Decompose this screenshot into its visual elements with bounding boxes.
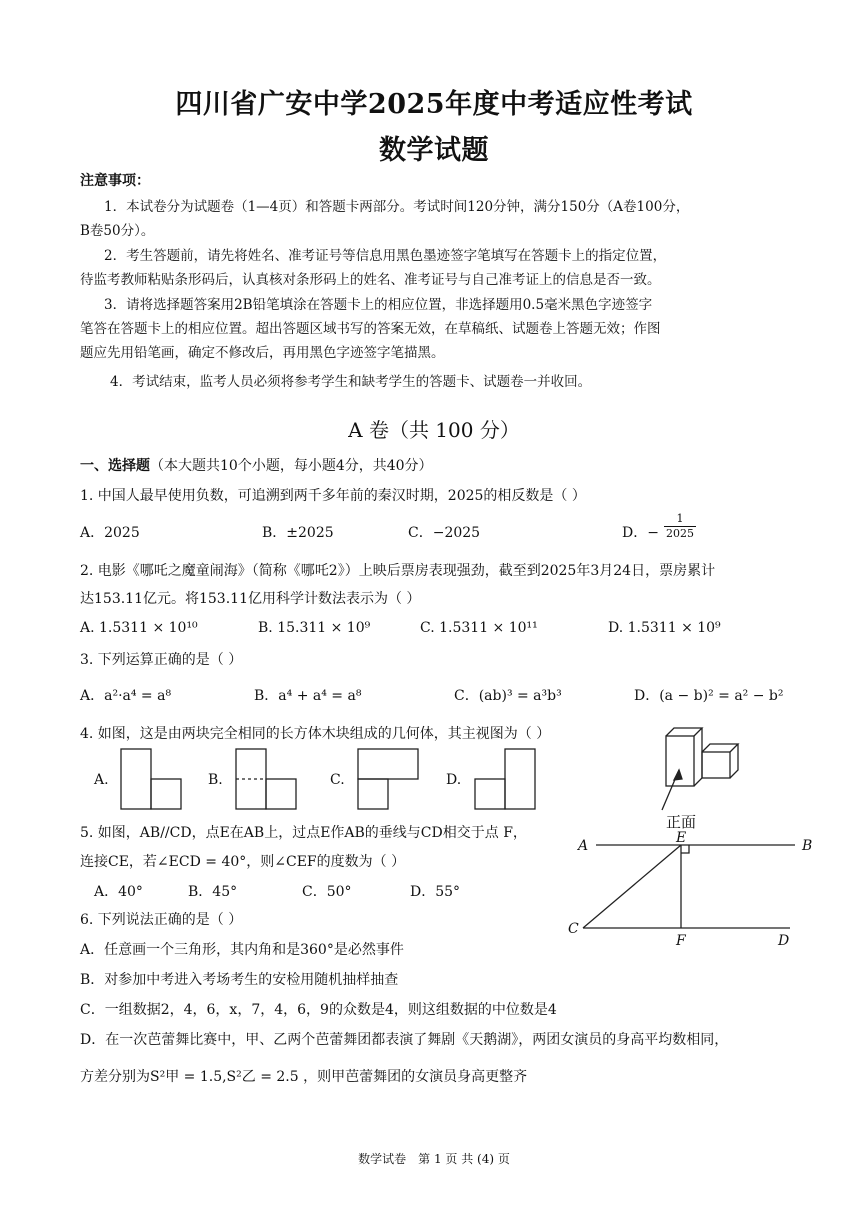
- note-3-line-2: 笔答在答题卡上的相应位置。超出答题区域书写的答案无效，在草稿纸、试题卷上答题无效；作图: [80, 321, 661, 337]
- note-1-line-2: B卷50分）。: [80, 223, 155, 239]
- note-3-line-1: 3．请将选择题答案用2B铅笔填涂在答题卡上的相应位置，非选择题用0.5毫米黑色字迹签字: [104, 297, 653, 313]
- q5-option-a: A．40°: [94, 884, 143, 900]
- q6-option-d-line-2: 方差分别为S²甲 = 1.5,S²乙 = 2.5 ，则甲芭蕾舞团的女演员身高更整齐: [80, 1069, 528, 1085]
- q3-option-a: A．a²·a⁴ = a⁸: [80, 688, 172, 704]
- q5-label-e: E: [676, 830, 687, 846]
- q2-option-a: A. 1.5311 × 10¹⁰: [80, 620, 198, 636]
- q4-option-b-figure: [236, 749, 296, 809]
- q4-stem: 4. 如图，这是由两块完全相同的长方体木块组成的几何体，其主视图为（ ）: [80, 726, 551, 742]
- q5-label-c: C: [568, 921, 579, 937]
- q4-option-c-figure: [358, 749, 418, 809]
- q2-stem-line-2: 达153.11亿元。将153.11亿用科学计数法表示为（ ）: [80, 591, 421, 607]
- page-footer: 数学试卷 第 1 页 共 (4) 页: [358, 1152, 510, 1166]
- q5-stem-line-1: 5. 如图，AB//CD，点E在AB上，过点E作AB的垂线与CD相交于点 F，: [80, 825, 527, 841]
- q1-option-c: C．−2025: [408, 525, 481, 541]
- q4-option-d-figure: [475, 749, 535, 809]
- q3-stem: 3. 下列运算正确的是（ ）: [80, 652, 243, 668]
- q5-option-c: C．50°: [302, 884, 352, 900]
- q5-figure: [583, 845, 795, 928]
- q6-option-c: C．一组数据2，4，6，x，7，4，6，9的众数是4，则这组数据的中位数是4: [80, 1002, 557, 1018]
- q6-option-a: A．任意画一个三角形，其内角和是360°是必然事件: [80, 942, 404, 958]
- q5-label-a: A: [578, 838, 589, 854]
- q3-option-d: D．(a − b)² = a² − b²: [634, 688, 784, 704]
- q2-option-c: C. 1.5311 × 10¹¹: [420, 620, 538, 636]
- q4-option-b-label: B.: [208, 772, 223, 788]
- q5-label-d: D: [778, 933, 790, 949]
- q5-stem-line-2: 连接CE，若∠ECD = 40°，则∠CEF的度数为（ ）: [80, 854, 406, 870]
- q4-solid-figure: [662, 728, 738, 810]
- q6-stem: 6. 下列说法正确的是（ ）: [80, 912, 243, 928]
- note-3-line-3: 题应先用铅笔画，确定不修改后，再用黑色字迹签字笔描黑。: [80, 345, 445, 361]
- q1-option-b: B．±2025: [262, 525, 334, 541]
- q5-option-b: B．45°: [188, 884, 238, 900]
- q4-option-a-label: A.: [94, 772, 109, 788]
- q2-stem-line-1: 2. 电影《哪吒之魔童闹海》（简称《哪吒2》）上映后票房表现强劲，截至到2025年3月24日，票房累计: [80, 563, 716, 579]
- section-a-heading: A 卷（共 100 分）: [348, 418, 520, 442]
- note-2-line-2: 待监考教师粘贴条形码后，认真核对条形码上的姓名、准考证号与自己准考证上的信息是否一致。: [80, 272, 661, 288]
- q3-option-c: C．(ab)³ = a³b³: [454, 688, 562, 704]
- part-one-desc: （本大题共10个小题，每小题4分，共40分）: [150, 458, 433, 474]
- q3-option-b: B．a⁴ + a⁴ = a⁸: [254, 688, 362, 704]
- q1-fraction-numerator: 1: [664, 512, 696, 527]
- part-one-title: 一、选择题: [80, 458, 150, 474]
- q1-option-d-prefix: D．−: [622, 525, 659, 541]
- q6-option-d-line-1: D．在一次芭蕾舞比赛中，甲、乙两个芭蕾舞团都表演了舞剧《天鹅湖》，两团女演员的身高平均数相同，: [80, 1032, 729, 1048]
- exam-title: 四川省广安中学2025年度中考适应性考试: [175, 89, 693, 120]
- q6-option-b: B．对参加中考进入考场考生的安检用随机抽样抽查: [80, 972, 399, 988]
- q2-option-d: D. 1.5311 × 10⁹: [608, 620, 721, 636]
- note-2-line-1: 2．考生答题前，请先将姓名、准考证号等信息用黑色墨迹签字笔填写在答题卡上的指定位置，: [104, 248, 667, 264]
- q1-option-a: A．2025: [80, 525, 140, 541]
- right-angle-mark: [681, 845, 689, 853]
- q4-front-label: 正面: [666, 813, 697, 831]
- q4-option-c-label: C.: [330, 772, 345, 788]
- exam-subtitle: 数学试题: [379, 135, 489, 166]
- q1-fraction-denominator: 2025: [666, 527, 694, 540]
- q4-option-d-label: D.: [446, 772, 462, 788]
- notes-heading: 注意事项：: [80, 173, 150, 189]
- note-1-line-1: 1．本试卷分为试题卷（1—4页）和答题卡两部分。考试时间120分钟，满分150分（A卷100分，: [104, 199, 690, 215]
- line-ce: [583, 845, 681, 928]
- q4-option-a-figure: [121, 749, 181, 809]
- note-4: 4．考试结束，监考人员必须将参考学生和缺考学生的答题卡、试题卷一并收回。: [110, 374, 592, 390]
- q5-option-d: D．55°: [410, 884, 461, 900]
- q5-label-b: B: [802, 838, 813, 854]
- q1-stem: 1. 中国人最早使用负数，可追溯到两千多年前的秦汉时期，2025的相反数是（ ）: [80, 488, 586, 504]
- q5-label-f: F: [676, 933, 686, 949]
- q2-option-b: B. 15.311 × 10⁹: [258, 620, 371, 636]
